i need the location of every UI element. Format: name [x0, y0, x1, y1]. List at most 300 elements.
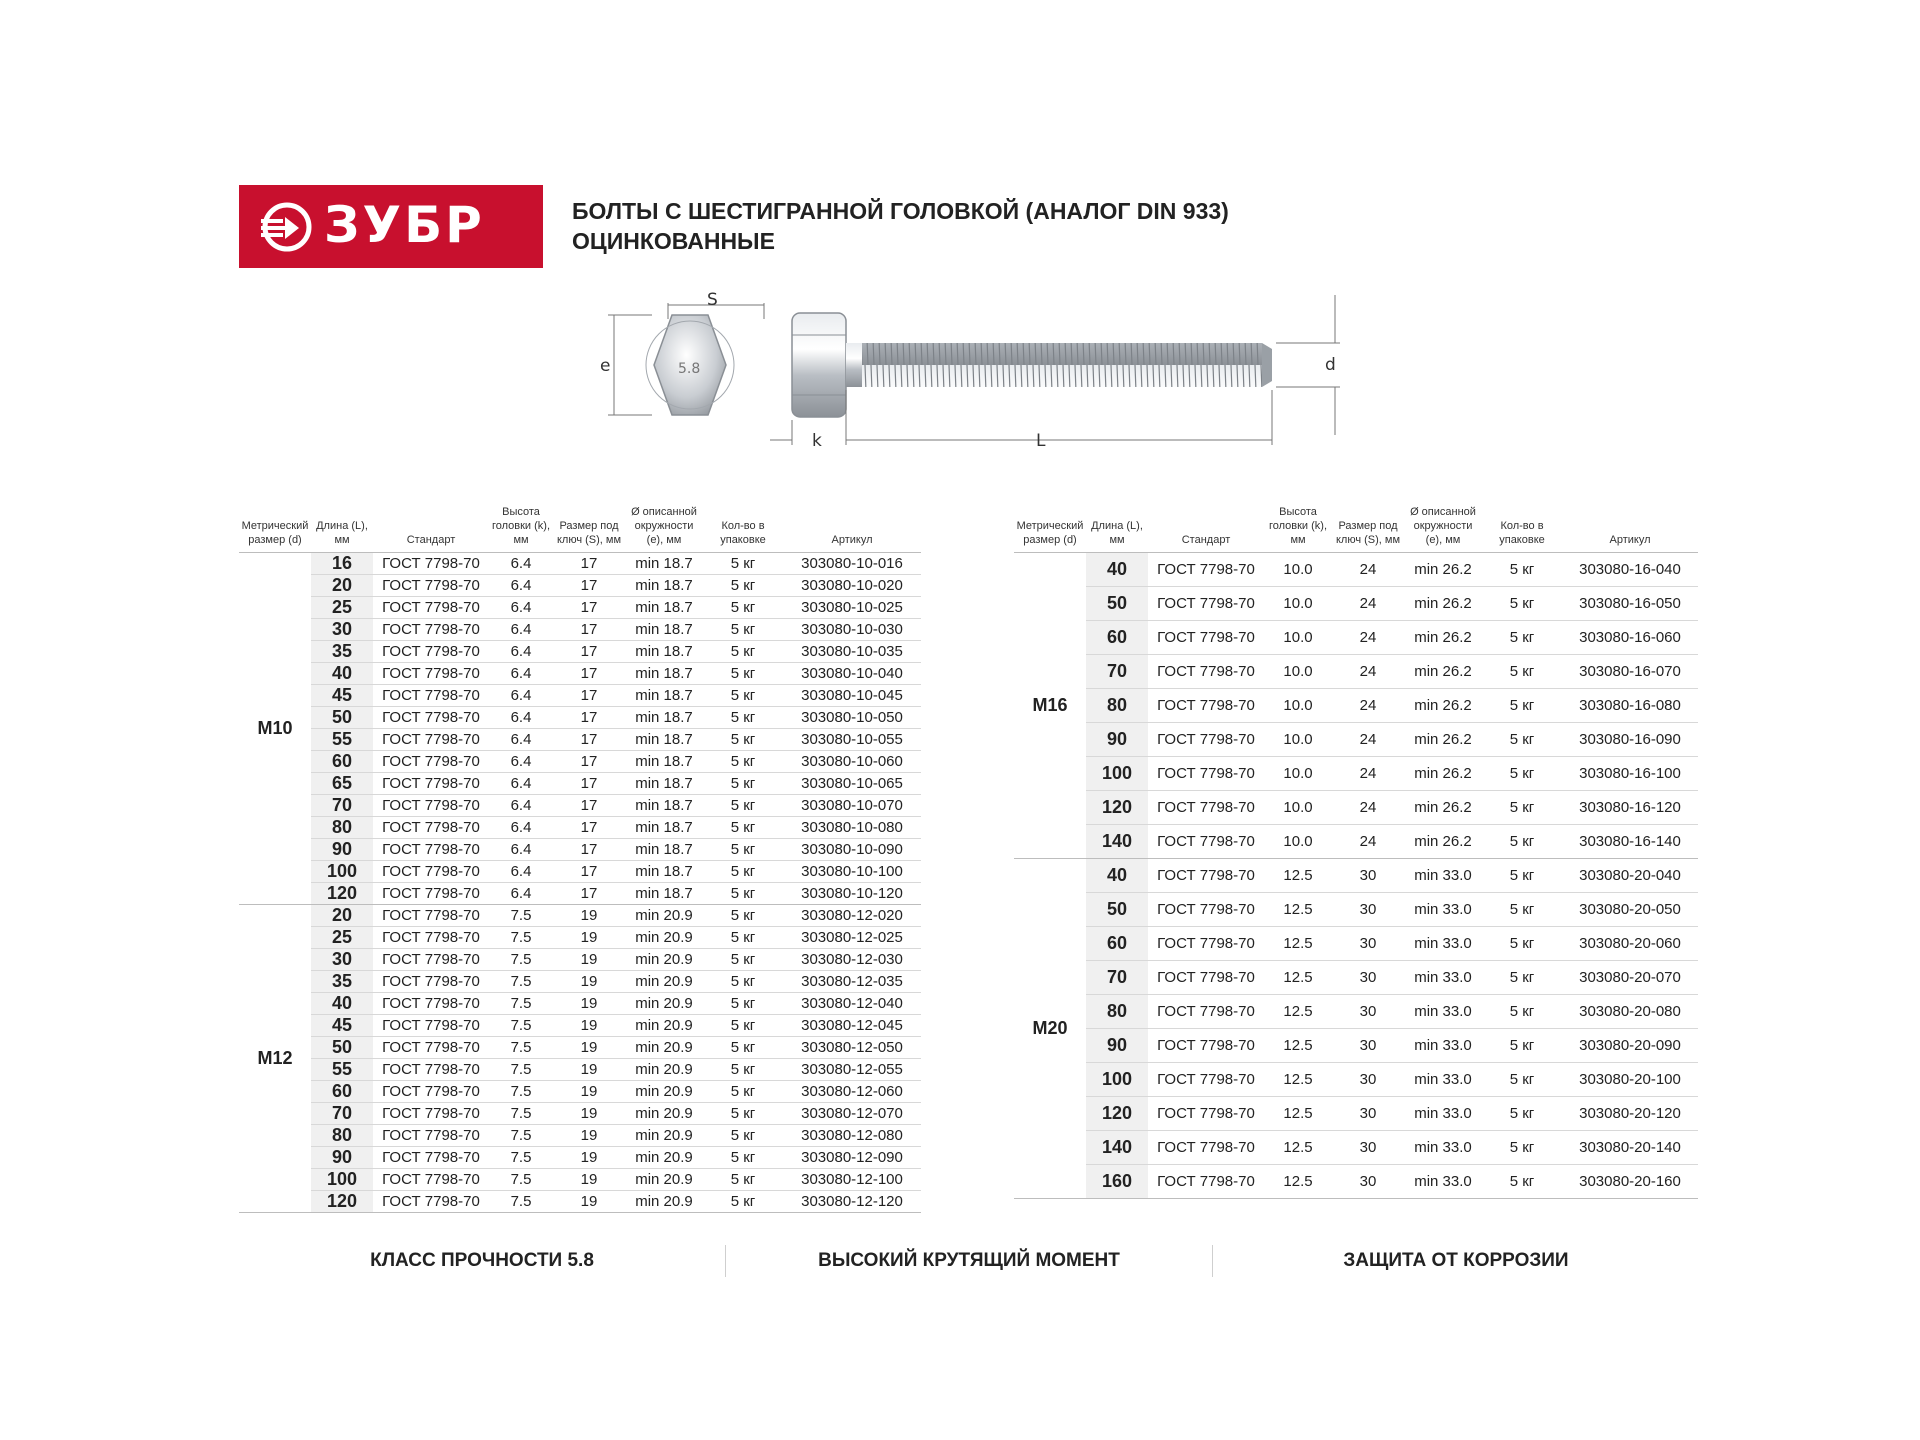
col-header-size: Метрический размер (d) — [241, 520, 309, 546]
table-row — [239, 1147, 921, 1169]
standard-cell: ГОСТ 7798-70 — [373, 685, 489, 707]
table-row — [1014, 1063, 1698, 1097]
table-row — [239, 905, 921, 927]
table-row — [1014, 927, 1698, 961]
key-size-cell: 17 — [553, 685, 625, 707]
quantity-cell: 5 кг — [1482, 689, 1562, 723]
head-height-cell: 7.5 — [489, 1103, 553, 1125]
key-size-cell: 24 — [1332, 553, 1404, 587]
table-row — [239, 1169, 921, 1191]
col-header-qty: Кол-во в упаковке — [720, 520, 766, 546]
quantity-cell: 5 кг — [703, 1147, 783, 1169]
col-header-diam: Ø описанной окружности (e), мм — [1410, 506, 1476, 546]
table-row — [1014, 655, 1698, 689]
col-header-head: Высота головки (k), мм — [491, 506, 551, 546]
table-row — [239, 751, 921, 773]
length-cell: 80 — [311, 1125, 373, 1147]
table-row — [239, 949, 921, 971]
key-size-cell: 24 — [1332, 825, 1404, 859]
feature-torque: ВЫСОКИЙ КРУТЯЩИЙ МОМЕНТ — [725, 1245, 1212, 1277]
diameter-cell: min 20.9 — [625, 1037, 703, 1059]
key-size-cell: 24 — [1332, 621, 1404, 655]
head-height-cell: 7.5 — [489, 993, 553, 1015]
col-header-length: Длина (L), мм — [1091, 520, 1143, 546]
standard-cell: ГОСТ 7798-70 — [1148, 621, 1264, 655]
quantity-cell: 5 кг — [703, 1125, 783, 1147]
sku-cell: 303080-10-080 — [783, 817, 921, 839]
quantity-cell: 5 кг — [703, 553, 783, 575]
length-cell: 50 — [1086, 893, 1148, 927]
key-size-cell: 30 — [1332, 859, 1404, 893]
table-row — [239, 773, 921, 795]
head-height-cell: 10.0 — [1264, 791, 1332, 825]
key-size-cell: 17 — [553, 729, 625, 751]
standard-cell: ГОСТ 7798-70 — [1148, 825, 1264, 859]
quantity-cell: 5 кг — [1482, 859, 1562, 893]
length-cell: 30 — [311, 619, 373, 641]
length-cell: 70 — [1086, 961, 1148, 995]
length-cell: 50 — [1086, 587, 1148, 621]
head-height-cell: 6.4 — [489, 553, 553, 575]
sku-cell: 303080-12-055 — [783, 1059, 921, 1081]
head-height-cell: 7.5 — [489, 1015, 553, 1037]
head-height-cell: 12.5 — [1264, 1131, 1332, 1165]
sku-cell: 303080-10-090 — [783, 839, 921, 861]
sku-cell: 303080-16-040 — [1562, 553, 1698, 587]
length-cell: 140 — [1086, 1131, 1148, 1165]
quantity-cell: 5 кг — [1482, 961, 1562, 995]
quantity-cell: 5 кг — [703, 641, 783, 663]
sku-cell: 303080-20-060 — [1562, 927, 1698, 961]
standard-cell: ГОСТ 7798-70 — [373, 861, 489, 883]
head-height-cell: 7.5 — [489, 971, 553, 993]
standard-cell: ГОСТ 7798-70 — [1148, 1029, 1264, 1063]
length-cell: 90 — [311, 839, 373, 861]
sku-cell: 303080-10-050 — [783, 707, 921, 729]
standard-cell: ГОСТ 7798-70 — [1148, 791, 1264, 825]
head-height-cell: 6.4 — [489, 597, 553, 619]
head-height-cell: 12.5 — [1264, 927, 1332, 961]
table-row — [239, 641, 921, 663]
length-cell: 25 — [311, 927, 373, 949]
table-row — [239, 553, 921, 575]
quantity-cell: 5 кг — [1482, 1097, 1562, 1131]
length-cell: 35 — [311, 641, 373, 663]
table-row — [239, 1191, 921, 1213]
diameter-cell: min 26.2 — [1404, 587, 1482, 621]
quantity-cell: 5 кг — [703, 971, 783, 993]
table-row — [1014, 1131, 1698, 1165]
col-header-standard: Стандарт — [406, 534, 456, 546]
length-cell: 80 — [311, 817, 373, 839]
sku-cell: 303080-16-070 — [1562, 655, 1698, 689]
col-header-diam: Ø описанной окружности (e), мм — [631, 506, 697, 546]
standard-cell: ГОСТ 7798-70 — [1148, 961, 1264, 995]
length-cell: 50 — [311, 707, 373, 729]
sku-cell: 303080-16-120 — [1562, 791, 1698, 825]
table-row — [239, 993, 921, 1015]
title-line-1: БОЛТЫ С ШЕСТИГРАННОЙ ГОЛОВКОЙ (АНАЛОГ DIN 933) — [572, 198, 1229, 224]
key-size-cell: 24 — [1332, 689, 1404, 723]
key-size-cell: 17 — [553, 707, 625, 729]
standard-cell: ГОСТ 7798-70 — [373, 575, 489, 597]
table-row — [239, 927, 921, 949]
standard-cell: ГОСТ 7798-70 — [373, 883, 489, 905]
head-height-cell: 6.4 — [489, 641, 553, 663]
length-cell: 40 — [1086, 859, 1148, 893]
sku-cell: 303080-16-100 — [1562, 757, 1698, 791]
sku-cell: 303080-10-020 — [783, 575, 921, 597]
quantity-cell: 5 кг — [1482, 757, 1562, 791]
quantity-cell: 5 кг — [703, 597, 783, 619]
quantity-cell: 5 кг — [1482, 927, 1562, 961]
key-size-cell: 24 — [1332, 655, 1404, 689]
head-height-cell: 6.4 — [489, 729, 553, 751]
head-height-cell: 12.5 — [1264, 1097, 1332, 1131]
brand-name: ЗУБР — [324, 196, 485, 254]
length-cell: 80 — [1086, 689, 1148, 723]
sku-cell: 303080-12-045 — [783, 1015, 921, 1037]
quantity-cell: 5 кг — [703, 1169, 783, 1191]
sku-cell: 303080-12-120 — [783, 1191, 921, 1213]
col-header-sku: Артикул — [831, 534, 873, 546]
diameter-cell: min 18.7 — [625, 553, 703, 575]
key-size-cell: 24 — [1332, 757, 1404, 791]
sku-cell: 303080-10-100 — [783, 861, 921, 883]
sku-cell: 303080-10-070 — [783, 795, 921, 817]
sku-cell: 303080-12-020 — [783, 905, 921, 927]
quantity-cell: 5 кг — [703, 1103, 783, 1125]
quantity-cell: 5 кг — [1482, 1165, 1562, 1199]
head-height-cell: 7.5 — [489, 927, 553, 949]
key-size-cell: 19 — [553, 1081, 625, 1103]
diameter-cell: min 18.7 — [625, 729, 703, 751]
head-height-cell: 6.4 — [489, 839, 553, 861]
length-cell: 16 — [311, 553, 373, 575]
length-cell: 90 — [1086, 723, 1148, 757]
quantity-cell: 5 кг — [703, 949, 783, 971]
table-row — [1014, 621, 1698, 655]
standard-cell: ГОСТ 7798-70 — [373, 707, 489, 729]
quantity-cell: 5 кг — [1482, 791, 1562, 825]
diameter-cell: min 20.9 — [625, 1125, 703, 1147]
key-size-cell: 30 — [1332, 1165, 1404, 1199]
quantity-cell: 5 кг — [703, 1191, 783, 1213]
sku-cell: 303080-20-040 — [1562, 859, 1698, 893]
length-cell: 60 — [1086, 927, 1148, 961]
size-cell: M12 — [239, 905, 311, 1213]
quantity-cell: 5 кг — [1482, 621, 1562, 655]
standard-cell: ГОСТ 7798-70 — [1148, 757, 1264, 791]
key-size-cell: 17 — [553, 773, 625, 795]
standard-cell: ГОСТ 7798-70 — [1148, 995, 1264, 1029]
head-height-cell: 7.5 — [489, 1037, 553, 1059]
quantity-cell: 5 кг — [703, 729, 783, 751]
diameter-cell: min 33.0 — [1404, 995, 1482, 1029]
size-cell: M20 — [1014, 859, 1086, 1199]
quantity-cell: 5 кг — [703, 927, 783, 949]
key-size-cell: 19 — [553, 1125, 625, 1147]
head-height-cell: 7.5 — [489, 1125, 553, 1147]
length-cell: 65 — [311, 773, 373, 795]
standard-cell: ГОСТ 7798-70 — [373, 553, 489, 575]
sku-cell: 303080-16-050 — [1562, 587, 1698, 621]
standard-cell: ГОСТ 7798-70 — [373, 971, 489, 993]
table-row — [1014, 825, 1698, 859]
bolt-diagram — [600, 285, 1340, 465]
length-cell: 20 — [311, 905, 373, 927]
col-header-qty: Кол-во в упаковке — [1499, 520, 1545, 546]
diameter-cell: min 18.7 — [625, 883, 703, 905]
spec-table-right — [1014, 505, 1698, 1199]
table-row — [239, 707, 921, 729]
length-cell: 20 — [311, 575, 373, 597]
key-size-cell: 17 — [553, 817, 625, 839]
table-row — [239, 795, 921, 817]
col-header-head: Высота головки (k), мм — [1268, 506, 1328, 546]
key-size-cell: 17 — [553, 619, 625, 641]
table-row — [1014, 723, 1698, 757]
key-size-cell: 24 — [1332, 723, 1404, 757]
key-size-cell: 17 — [553, 751, 625, 773]
dim-e-label: e — [600, 356, 611, 376]
head-height-cell: 7.5 — [489, 1169, 553, 1191]
table-row — [1014, 995, 1698, 1029]
diameter-cell: min 20.9 — [625, 1169, 703, 1191]
length-cell: 120 — [1086, 791, 1148, 825]
quantity-cell: 5 кг — [703, 883, 783, 905]
sku-cell: 303080-20-090 — [1562, 1029, 1698, 1063]
sku-cell: 303080-20-080 — [1562, 995, 1698, 1029]
standard-cell: ГОСТ 7798-70 — [373, 1169, 489, 1191]
spec-table-left — [239, 505, 921, 1213]
standard-cell: ГОСТ 7798-70 — [1148, 723, 1264, 757]
head-height-cell: 12.5 — [1264, 961, 1332, 995]
feature-corrosion: ЗАЩИТА ОТ КОРРОЗИИ — [1212, 1245, 1699, 1277]
head-height-cell: 6.4 — [489, 685, 553, 707]
col-header-standard: Стандарт — [1181, 534, 1231, 546]
key-size-cell: 19 — [553, 949, 625, 971]
key-size-cell: 19 — [553, 993, 625, 1015]
quantity-cell: 5 кг — [703, 685, 783, 707]
quantity-cell: 5 кг — [703, 707, 783, 729]
length-cell: 45 — [311, 685, 373, 707]
diameter-cell: min 18.7 — [625, 685, 703, 707]
table-body-left — [239, 553, 921, 1213]
table-row — [239, 597, 921, 619]
diameter-cell: min 33.0 — [1404, 961, 1482, 995]
standard-cell: ГОСТ 7798-70 — [373, 641, 489, 663]
key-size-cell: 24 — [1332, 587, 1404, 621]
standard-cell: ГОСТ 7798-70 — [1148, 553, 1264, 587]
standard-cell: ГОСТ 7798-70 — [373, 1191, 489, 1213]
key-size-cell: 30 — [1332, 1097, 1404, 1131]
head-height-cell: 7.5 — [489, 1059, 553, 1081]
standard-cell: ГОСТ 7798-70 — [1148, 893, 1264, 927]
standard-cell: ГОСТ 7798-70 — [1148, 859, 1264, 893]
standard-cell: ГОСТ 7798-70 — [373, 927, 489, 949]
diameter-cell: min 18.7 — [625, 861, 703, 883]
quantity-cell: 5 кг — [1482, 1029, 1562, 1063]
diameter-cell: min 33.0 — [1404, 859, 1482, 893]
table-row — [1014, 961, 1698, 995]
table-header-row — [1014, 505, 1698, 553]
diameter-cell: min 33.0 — [1404, 1165, 1482, 1199]
key-size-cell: 17 — [553, 575, 625, 597]
key-size-cell: 19 — [553, 1015, 625, 1037]
table-row — [1014, 1029, 1698, 1063]
quantity-cell: 5 кг — [703, 773, 783, 795]
standard-cell: ГОСТ 7798-70 — [373, 949, 489, 971]
length-cell: 55 — [311, 729, 373, 751]
standard-cell: ГОСТ 7798-70 — [1148, 1063, 1264, 1097]
length-cell: 100 — [311, 861, 373, 883]
key-size-cell: 19 — [553, 1059, 625, 1081]
diameter-cell: min 20.9 — [625, 1081, 703, 1103]
diameter-cell: min 33.0 — [1404, 1029, 1482, 1063]
sku-cell: 303080-20-160 — [1562, 1165, 1698, 1199]
head-height-cell: 6.4 — [489, 575, 553, 597]
diameter-cell: min 26.2 — [1404, 553, 1482, 587]
sku-cell: 303080-20-070 — [1562, 961, 1698, 995]
quantity-cell: 5 кг — [1482, 655, 1562, 689]
diameter-cell: min 20.9 — [625, 949, 703, 971]
quantity-cell: 5 кг — [703, 861, 783, 883]
head-height-cell: 6.4 — [489, 663, 553, 685]
key-size-cell: 19 — [553, 1169, 625, 1191]
diameter-cell: min 18.7 — [625, 795, 703, 817]
key-size-cell: 19 — [553, 927, 625, 949]
sku-cell: 303080-12-100 — [783, 1169, 921, 1191]
standard-cell: ГОСТ 7798-70 — [373, 905, 489, 927]
standard-cell: ГОСТ 7798-70 — [373, 839, 489, 861]
length-cell: 70 — [311, 795, 373, 817]
sku-cell: 303080-16-060 — [1562, 621, 1698, 655]
sku-cell: 303080-12-060 — [783, 1081, 921, 1103]
head-height-cell: 10.0 — [1264, 587, 1332, 621]
head-height-cell: 7.5 — [489, 905, 553, 927]
table-row — [239, 1103, 921, 1125]
length-cell: 60 — [1086, 621, 1148, 655]
table-row — [1014, 689, 1698, 723]
brand-logo — [239, 185, 543, 268]
diameter-cell: min 33.0 — [1404, 1131, 1482, 1165]
table-row — [1014, 791, 1698, 825]
key-size-cell: 17 — [553, 553, 625, 575]
sku-cell: 303080-10-055 — [783, 729, 921, 751]
sku-cell: 303080-12-030 — [783, 949, 921, 971]
quantity-cell: 5 кг — [703, 619, 783, 641]
quantity-cell: 5 кг — [703, 1015, 783, 1037]
quantity-cell: 5 кг — [1482, 723, 1562, 757]
standard-cell: ГОСТ 7798-70 — [373, 773, 489, 795]
table-row — [239, 575, 921, 597]
diameter-cell: min 20.9 — [625, 1059, 703, 1081]
sku-cell: 303080-16-090 — [1562, 723, 1698, 757]
length-cell: 100 — [1086, 757, 1148, 791]
standard-cell: ГОСТ 7798-70 — [373, 1037, 489, 1059]
length-cell: 90 — [1086, 1029, 1148, 1063]
standard-cell: ГОСТ 7798-70 — [373, 1015, 489, 1037]
diameter-cell: min 18.7 — [625, 707, 703, 729]
sku-cell: 303080-20-140 — [1562, 1131, 1698, 1165]
standard-cell: ГОСТ 7798-70 — [373, 663, 489, 685]
title-line-2: ОЦИНКОВАННЫЕ — [572, 228, 775, 254]
quantity-cell: 5 кг — [703, 817, 783, 839]
length-cell: 80 — [1086, 995, 1148, 1029]
quantity-cell: 5 кг — [1482, 1063, 1562, 1097]
standard-cell: ГОСТ 7798-70 — [373, 1081, 489, 1103]
diameter-cell: min 20.9 — [625, 1103, 703, 1125]
key-size-cell: 19 — [553, 1147, 625, 1169]
head-height-cell: 7.5 — [489, 1147, 553, 1169]
dim-d-label: d — [1325, 355, 1336, 375]
quantity-cell: 5 кг — [1482, 553, 1562, 587]
sku-cell: 303080-20-100 — [1562, 1063, 1698, 1097]
length-cell: 45 — [311, 1015, 373, 1037]
head-height-cell: 10.0 — [1264, 757, 1332, 791]
diameter-cell: min 18.7 — [625, 663, 703, 685]
key-size-cell: 17 — [553, 795, 625, 817]
head-height-cell: 7.5 — [489, 1081, 553, 1103]
length-cell: 70 — [311, 1103, 373, 1125]
head-height-cell: 10.0 — [1264, 553, 1332, 587]
length-cell: 40 — [311, 663, 373, 685]
key-size-cell: 30 — [1332, 961, 1404, 995]
length-cell: 40 — [311, 993, 373, 1015]
size-cell: M16 — [1014, 553, 1086, 859]
table-row — [239, 839, 921, 861]
quantity-cell: 5 кг — [1482, 1131, 1562, 1165]
table-row — [1014, 1165, 1698, 1199]
diameter-cell: min 26.2 — [1404, 621, 1482, 655]
col-header-sku: Артикул — [1609, 534, 1651, 546]
table-row — [1014, 893, 1698, 927]
standard-cell: ГОСТ 7798-70 — [1148, 655, 1264, 689]
sku-cell: 303080-20-050 — [1562, 893, 1698, 927]
standard-cell: ГОСТ 7798-70 — [373, 795, 489, 817]
table-row — [239, 1081, 921, 1103]
standard-cell: ГОСТ 7798-70 — [373, 817, 489, 839]
head-height-cell: 12.5 — [1264, 893, 1332, 927]
diameter-cell: min 26.2 — [1404, 825, 1482, 859]
diameter-cell: min 18.7 — [625, 597, 703, 619]
sku-cell: 303080-12-080 — [783, 1125, 921, 1147]
quantity-cell: 5 кг — [703, 993, 783, 1015]
quantity-cell: 5 кг — [703, 1081, 783, 1103]
diameter-cell: min 20.9 — [625, 927, 703, 949]
col-header-size: Метрический размер (d) — [1016, 520, 1084, 546]
length-cell: 40 — [1086, 553, 1148, 587]
key-size-cell: 30 — [1332, 893, 1404, 927]
dim-s-label: S — [707, 290, 718, 310]
sku-cell: 303080-10-025 — [783, 597, 921, 619]
table-row — [1014, 553, 1698, 587]
key-size-cell: 19 — [553, 905, 625, 927]
diameter-cell: min 18.7 — [625, 619, 703, 641]
head-height-cell: 6.4 — [489, 773, 553, 795]
diameter-cell: min 20.9 — [625, 1015, 703, 1037]
diameter-cell: min 18.7 — [625, 751, 703, 773]
key-size-cell: 19 — [553, 1191, 625, 1213]
diameter-cell: min 20.9 — [625, 905, 703, 927]
head-height-cell: 10.0 — [1264, 723, 1332, 757]
head-height-cell: 10.0 — [1264, 689, 1332, 723]
key-size-cell: 30 — [1332, 1063, 1404, 1097]
svg-text:5.8: 5.8 — [678, 361, 701, 377]
table-row — [239, 1059, 921, 1081]
table-row — [1014, 587, 1698, 621]
